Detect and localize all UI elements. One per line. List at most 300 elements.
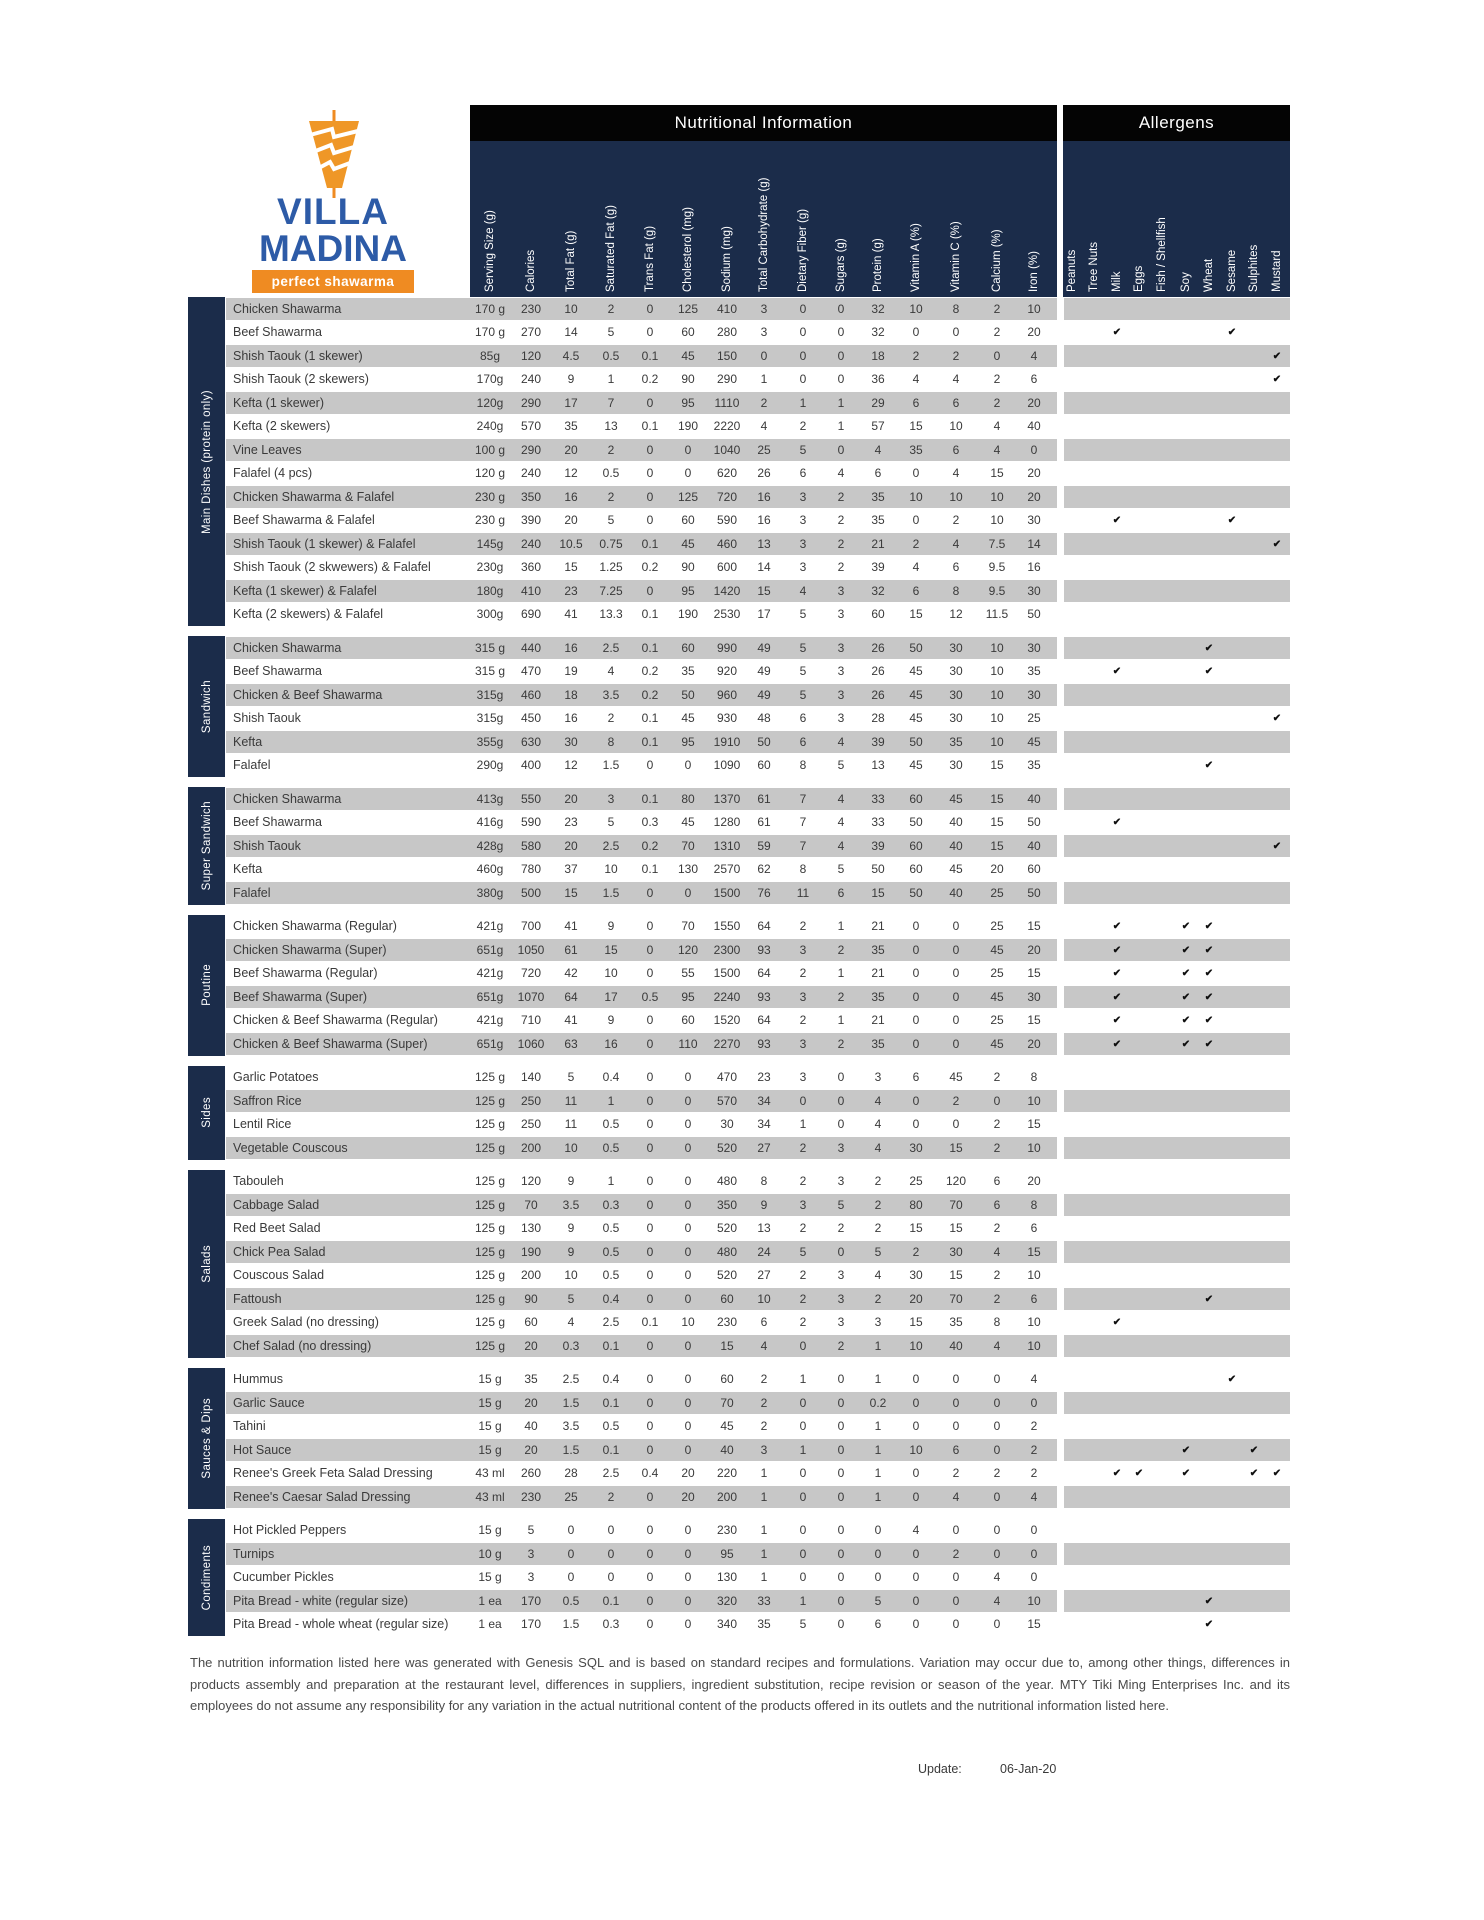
nutrition-value: 6 bbox=[799, 734, 807, 749]
nutrition-value: 29 bbox=[871, 395, 885, 410]
nutrition-value: 10 bbox=[1027, 301, 1041, 316]
nutrition-value: 690 bbox=[520, 607, 542, 622]
nutrition-value: 0 bbox=[993, 1546, 1001, 1561]
nutrition-value: 50 bbox=[1027, 885, 1041, 900]
nutrition-value: 651g bbox=[476, 989, 504, 1004]
table-row bbox=[0, 1368, 1484, 1392]
nutrition-value: 50 bbox=[681, 687, 695, 702]
nutrition-value: 32 bbox=[871, 325, 885, 340]
nutrition-value: 5 bbox=[837, 758, 845, 773]
checkmark-icon: ✔ bbox=[1181, 1038, 1191, 1050]
nutrition-value: 25 bbox=[909, 1174, 923, 1189]
nutrition-value: 1 bbox=[760, 372, 768, 387]
nutrition-value: 0 bbox=[799, 348, 807, 363]
nutrition-value: 10.5 bbox=[559, 536, 583, 551]
nutrition-value: 230 g bbox=[474, 489, 506, 504]
nutrition-value: 125 g bbox=[474, 1117, 506, 1132]
nutrition-value: 350 bbox=[716, 1197, 738, 1212]
nutrition-value: 16 bbox=[564, 711, 578, 726]
nutrition-value: 15 bbox=[757, 583, 771, 598]
row-label: Falafel (4 pcs) bbox=[233, 466, 313, 481]
nutrition-value: 5 bbox=[874, 1593, 882, 1608]
nutrition-value: 60 bbox=[871, 607, 885, 622]
table-row bbox=[0, 754, 1484, 778]
nutrition-value: 4 bbox=[993, 1244, 1001, 1259]
nutrition-value: 320 bbox=[716, 1593, 738, 1608]
nutrition-value: 0 bbox=[837, 1489, 845, 1504]
nutrition-value: 0 bbox=[684, 466, 692, 481]
nutrition-value: 48 bbox=[757, 711, 771, 726]
column-header-protein-g: Protein (g) bbox=[872, 238, 884, 292]
nutrition-value: 1520 bbox=[713, 1013, 741, 1028]
nutrition-value: 4 bbox=[912, 372, 920, 387]
nutrition-value: 240 bbox=[520, 372, 542, 387]
nutrition-value: 10 bbox=[990, 734, 1004, 749]
row-label: Kefta (2 skewers) & Falafel bbox=[233, 607, 384, 622]
nutrition-value: 180g bbox=[476, 583, 504, 598]
nutrition-value: 8 bbox=[607, 734, 615, 749]
nutrition-value: 45 bbox=[990, 1036, 1004, 1051]
nutrition-value: 240 bbox=[520, 466, 542, 481]
table-row bbox=[0, 1193, 1484, 1217]
row-stripe bbox=[1064, 604, 1290, 626]
nutrition-value: 8 bbox=[993, 1315, 1001, 1330]
nutrition-value: 145g bbox=[476, 536, 504, 551]
nutrition-value: 18 bbox=[871, 348, 885, 363]
nutrition-value: 35 bbox=[871, 513, 885, 528]
nutrition-value: 340 bbox=[716, 1617, 738, 1632]
nutrition-value: 0.3 bbox=[602, 1197, 620, 1212]
nutrition-value: 15 bbox=[949, 1221, 963, 1236]
nutrition-value: 0.2 bbox=[641, 838, 659, 853]
checkmark-icon: ✔ bbox=[1181, 968, 1191, 980]
nutrition-value: 1 bbox=[760, 1546, 768, 1561]
nutrition-value: 0 bbox=[646, 758, 654, 773]
nutrition-value: 0.5 bbox=[602, 1140, 620, 1155]
nutrition-value: 3 bbox=[799, 560, 807, 575]
nutrition-value: 0 bbox=[799, 1419, 807, 1434]
row-label: Chicken Shawarma bbox=[233, 301, 342, 316]
nutrition-value: 125 bbox=[677, 301, 699, 316]
row-stripe bbox=[1064, 661, 1290, 683]
nutrition-value: 0 bbox=[646, 583, 654, 598]
nutrition-value: 200 bbox=[716, 1489, 738, 1504]
nutrition-value: 28 bbox=[871, 711, 885, 726]
nutrition-value: 10 bbox=[909, 301, 923, 316]
disclaimer-text: The nutrition information listed here was generated with Genesis SQL and is based on standard recipes and formulations. Variation may occur due to, among other things, differences in products assembly and preparation at the restaurant level, differences in suppliers, ingredient substitution, recipe revision or season of the year. MTY Tiki Ming Enterprises Inc. and its employees do not assume any responsibility for any variation in the actual nutritional content of the products offered in its outlets and the nutritional information listed here. bbox=[190, 1655, 1290, 1713]
nutrition-value: 40 bbox=[949, 815, 963, 830]
nutrition-value: 21 bbox=[871, 919, 885, 934]
nutrition-value: 0 bbox=[799, 1570, 807, 1585]
nutrition-value: 2 bbox=[607, 489, 615, 504]
nutrition-value: 16 bbox=[757, 513, 771, 528]
nutrition-value: 3 bbox=[527, 1546, 535, 1561]
nutrition-value: 2530 bbox=[713, 607, 741, 622]
nutrition-value: 3 bbox=[760, 325, 768, 340]
nutrition-value: 0 bbox=[837, 1419, 845, 1434]
update-value: 06-Jan-20 bbox=[1000, 1762, 1057, 1776]
nutrition-value: 15 bbox=[909, 419, 923, 434]
table-row bbox=[0, 391, 1484, 415]
table-row bbox=[0, 730, 1484, 754]
nutrition-value: 230 g bbox=[474, 513, 506, 528]
nutrition-value: 11 bbox=[796, 885, 810, 900]
nutrition-value: 6 bbox=[952, 395, 960, 410]
nutrition-value: 3 bbox=[760, 1442, 768, 1457]
nutrition-value: 0.1 bbox=[602, 1338, 620, 1353]
row-label: Hummus bbox=[233, 1372, 284, 1387]
table-row bbox=[0, 509, 1484, 533]
nutrition-value: 2 bbox=[760, 1419, 768, 1434]
nutrition-value: 1550 bbox=[713, 919, 741, 934]
row-label: Tabouleh bbox=[233, 1174, 284, 1189]
nutrition-value: 5 bbox=[874, 1244, 882, 1259]
table-row bbox=[0, 1066, 1484, 1090]
row-label: Lentil Rice bbox=[233, 1117, 292, 1132]
nutrition-value: 0.3 bbox=[562, 1338, 580, 1353]
table-row bbox=[0, 1264, 1484, 1288]
nutrition-value: 190 bbox=[520, 1244, 542, 1259]
nutrition-value: 270 bbox=[520, 325, 542, 340]
nutrition-value: 60 bbox=[681, 1013, 695, 1028]
row-label: Kefta (2 skewers) bbox=[233, 419, 331, 434]
nutrition-value: 0 bbox=[684, 1117, 692, 1132]
row-label: Falafel bbox=[233, 758, 271, 773]
nutrition-value: 45 bbox=[909, 664, 923, 679]
table-row bbox=[0, 438, 1484, 462]
nutrition-value: 35 bbox=[949, 734, 963, 749]
nutrition-value: 10 bbox=[949, 419, 963, 434]
nutrition-value: 20 bbox=[524, 1442, 538, 1457]
allergen-header-tree-nuts: Tree Nuts bbox=[1088, 241, 1100, 292]
nutrition-value: 6 bbox=[760, 1315, 768, 1330]
nutrition-value: 0.3 bbox=[602, 1617, 620, 1632]
nutrition-value: 4 bbox=[912, 560, 920, 575]
nutrition-value: 0 bbox=[567, 1523, 575, 1538]
nutrition-value: 15 bbox=[1027, 1244, 1041, 1259]
nutrition-value: 20 bbox=[524, 1395, 538, 1410]
nutrition-value: 2 bbox=[837, 560, 845, 575]
nutrition-value: 15 bbox=[990, 815, 1004, 830]
nutrition-value: 20 bbox=[564, 838, 578, 853]
nutrition-value: 43 ml bbox=[475, 1489, 505, 1504]
nutrition-value: 35 bbox=[871, 942, 885, 957]
nutrition-value: 125 g bbox=[474, 1174, 506, 1189]
nutrition-value: 8 bbox=[760, 1174, 768, 1189]
nutrition-value: 55 bbox=[681, 966, 695, 981]
row-stripe bbox=[1064, 533, 1290, 555]
nutrition-value: 17 bbox=[604, 989, 618, 1004]
nutrition-value: 1090 bbox=[713, 758, 741, 773]
nutrition-value: 0.5 bbox=[602, 1117, 620, 1132]
checkmark-icon: ✔ bbox=[1204, 666, 1214, 678]
nutrition-value: 6 bbox=[799, 711, 807, 726]
nutrition-value: 15 bbox=[604, 942, 618, 957]
nutrition-value: 40 bbox=[949, 838, 963, 853]
table-row bbox=[0, 603, 1484, 627]
nutrition-value: 25 bbox=[990, 1013, 1004, 1028]
table-row bbox=[0, 1415, 1484, 1439]
nutrition-value: 30 bbox=[1027, 583, 1041, 598]
row-stripe bbox=[1064, 1614, 1290, 1636]
nutrition-value: 43 ml bbox=[475, 1466, 505, 1481]
nutrition-value: 3 bbox=[837, 687, 845, 702]
nutrition-value: 60 bbox=[681, 640, 695, 655]
nutrition-value: 3 bbox=[837, 607, 845, 622]
nutrition-value: 45 bbox=[990, 942, 1004, 957]
nutrition-value: 0 bbox=[837, 1372, 845, 1387]
nutrition-value: 20 bbox=[909, 1291, 923, 1306]
row-label: Beef Shawarma (Regular) bbox=[233, 966, 378, 981]
nutrition-value: 5 bbox=[837, 862, 845, 877]
nutrition-value: 15 bbox=[871, 885, 885, 900]
nutrition-value: 2 bbox=[993, 372, 1001, 387]
row-stripe bbox=[1064, 1335, 1290, 1357]
nutrition-value: 6 bbox=[1030, 1221, 1038, 1236]
nutrition-value: 130 bbox=[677, 862, 699, 877]
nutrition-value: 0 bbox=[607, 1570, 615, 1585]
table-row bbox=[0, 1136, 1484, 1160]
table-row bbox=[0, 321, 1484, 345]
nutrition-value: 15 bbox=[949, 1268, 963, 1283]
nutrition-value: 10 bbox=[564, 1268, 578, 1283]
nutrition-value: 0 bbox=[912, 1395, 920, 1410]
row-stripe bbox=[1064, 1312, 1290, 1334]
checkmark-icon: ✔ bbox=[1204, 760, 1214, 772]
nutrition-value: 76 bbox=[757, 885, 771, 900]
nutrition-value: 2 bbox=[874, 1291, 882, 1306]
nutrition-value: 470 bbox=[716, 1070, 738, 1085]
nutrition-value: 93 bbox=[757, 989, 771, 1004]
nutrition-value: 0 bbox=[684, 758, 692, 773]
row-stripe bbox=[1064, 1288, 1290, 1310]
nutrition-value: 125 g bbox=[474, 1093, 506, 1108]
column-header-vitamin-a: Vitamin A (%) bbox=[910, 223, 922, 292]
nutrition-value: 290 bbox=[520, 395, 542, 410]
nutrition-value: 2 bbox=[799, 1268, 807, 1283]
nutrition-value: 7.5 bbox=[988, 536, 1006, 551]
nutrition-value: 0 bbox=[952, 1593, 960, 1608]
nutrition-value: 30 bbox=[909, 1268, 923, 1283]
nutrition-value: 41 bbox=[564, 1013, 578, 1028]
nutrition-value: 50 bbox=[1027, 607, 1041, 622]
nutrition-value: 10 bbox=[1027, 1140, 1041, 1155]
table-row bbox=[0, 787, 1484, 811]
nutrition-value: 16 bbox=[757, 489, 771, 504]
nutrition-value: 0 bbox=[684, 1140, 692, 1155]
nutrition-value: 0 bbox=[646, 1140, 654, 1155]
checkmark-icon: ✔ bbox=[1181, 921, 1191, 933]
nutrition-value: 2300 bbox=[713, 942, 741, 957]
checkmark-icon: ✔ bbox=[1204, 1595, 1214, 1607]
nutrition-value: 2 bbox=[993, 1070, 1001, 1085]
nutrition-value: 0 bbox=[837, 1617, 845, 1632]
nutrition-value: 4 bbox=[1030, 1372, 1038, 1387]
checkmark-icon: ✔ bbox=[1204, 1015, 1214, 1027]
allergen-header-peanuts: Peanuts bbox=[1066, 249, 1078, 292]
nutrition-value: 8 bbox=[1030, 1197, 1038, 1212]
checkmark-icon: ✔ bbox=[1181, 1468, 1191, 1480]
nutrition-value: 15 g bbox=[478, 1395, 502, 1410]
row-label: Beef Shawarma & Falafel bbox=[233, 513, 375, 528]
nutrition-value: 0.1 bbox=[641, 862, 659, 877]
checkmark-icon: ✔ bbox=[1227, 327, 1237, 339]
nutrition-value: 4 bbox=[952, 536, 960, 551]
nutrition-value: 0 bbox=[837, 1395, 845, 1410]
nutrition-value: 500 bbox=[520, 885, 542, 900]
nutrition-value: 20 bbox=[1027, 325, 1041, 340]
table-row bbox=[0, 462, 1484, 486]
nutrition-value: 0 bbox=[646, 1291, 654, 1306]
nutrition-value: 60 bbox=[757, 758, 771, 773]
nutrition-value: 1.5 bbox=[562, 1395, 580, 1410]
nutrition-value: 0 bbox=[952, 1036, 960, 1051]
checkmark-icon: ✔ bbox=[1272, 1468, 1282, 1480]
nutrition-value: 0 bbox=[646, 1593, 654, 1608]
nutrition-value: 2 bbox=[837, 489, 845, 504]
nutrition-value: 25 bbox=[1027, 711, 1041, 726]
nutrition-value: 18 bbox=[564, 687, 578, 702]
nutrition-value: 0 bbox=[993, 1395, 1001, 1410]
nutrition-value: 61 bbox=[757, 791, 771, 806]
nutrition-value: 15 bbox=[990, 838, 1004, 853]
nutrition-value: 93 bbox=[757, 942, 771, 957]
nutrition-value: 32 bbox=[871, 583, 885, 598]
nutrition-value: 4 bbox=[874, 1268, 882, 1283]
nutrition-value: 0.1 bbox=[641, 711, 659, 726]
nutrition-value: 2 bbox=[607, 442, 615, 457]
nutrition-value: 20 bbox=[681, 1489, 695, 1504]
checkmark-icon: ✔ bbox=[1204, 968, 1214, 980]
nutrition-value: 33 bbox=[757, 1593, 771, 1608]
row-label: Pita Bread - whole wheat (regular size) bbox=[233, 1617, 449, 1632]
nutrition-value: 35 bbox=[1027, 758, 1041, 773]
checkmark-icon: ✔ bbox=[1181, 944, 1191, 956]
nutrition-value: 45 bbox=[1027, 734, 1041, 749]
nutrition-value: 1 bbox=[607, 1093, 615, 1108]
nutrition-value: 35 bbox=[909, 442, 923, 457]
nutrition-value: 70 bbox=[720, 1395, 734, 1410]
nutrition-value: 30 bbox=[949, 640, 963, 655]
row-stripe bbox=[1064, 580, 1290, 602]
nutrition-value: 0.2 bbox=[641, 560, 659, 575]
nutrition-value: 0 bbox=[684, 1442, 692, 1457]
nutrition-value: 50 bbox=[909, 640, 923, 655]
table-row bbox=[0, 1566, 1484, 1590]
nutrition-value: 0 bbox=[952, 1570, 960, 1585]
nutrition-value: 0 bbox=[799, 1489, 807, 1504]
nutrition-value: 6 bbox=[874, 466, 882, 481]
section-label: Poutine bbox=[200, 964, 213, 1006]
checkmark-icon: ✔ bbox=[1204, 921, 1214, 933]
checkmark-icon: ✔ bbox=[1204, 944, 1214, 956]
nutrition-value: 240 bbox=[520, 536, 542, 551]
nutrition-value: 0 bbox=[684, 1338, 692, 1353]
nutrition-value: 0 bbox=[567, 1546, 575, 1561]
nutrition-value: 0 bbox=[837, 372, 845, 387]
nutrition-value: 15 bbox=[1027, 1617, 1041, 1632]
nutrition-value: 140 bbox=[520, 1070, 542, 1085]
nutrition-value: 95 bbox=[681, 989, 695, 1004]
nutrition-value: 10 bbox=[909, 1338, 923, 1353]
nutrition-value: 2 bbox=[952, 348, 960, 363]
column-header-calcium: Calcium (%) bbox=[991, 229, 1003, 292]
nutrition-value: 120 bbox=[677, 942, 699, 957]
nutrition-value: 1040 bbox=[713, 442, 741, 457]
nutrition-value: 6 bbox=[912, 395, 920, 410]
nutrition-value: 1 bbox=[874, 1338, 882, 1353]
nutrition-value: 0 bbox=[837, 1093, 845, 1108]
nutrition-value: 1 bbox=[799, 1117, 807, 1132]
nutrition-value: 1 bbox=[760, 1523, 768, 1538]
nutrition-value: 421g bbox=[476, 966, 504, 981]
nutrition-value: 1 bbox=[874, 1372, 882, 1387]
nutrition-value: 0 bbox=[912, 513, 920, 528]
nutrition-value: 920 bbox=[716, 664, 738, 679]
nutrition-value: 570 bbox=[520, 419, 542, 434]
nutrition-value: 9 bbox=[760, 1197, 768, 1212]
nutrition-value: 59 bbox=[757, 838, 771, 853]
nutrition-value: 0.5 bbox=[562, 1593, 580, 1608]
nutrition-value: 0 bbox=[912, 1419, 920, 1434]
table-row bbox=[0, 1589, 1484, 1613]
row-stripe bbox=[1064, 557, 1290, 579]
nutrition-value: 0 bbox=[837, 1523, 845, 1538]
row-stripe bbox=[1064, 812, 1290, 834]
nutrition-value: 2 bbox=[607, 711, 615, 726]
nutrition-value: 0 bbox=[684, 1395, 692, 1410]
nutrition-value: 2 bbox=[993, 1221, 1001, 1236]
nutrition-value: 10 bbox=[990, 664, 1004, 679]
nutrition-value: 64 bbox=[757, 919, 771, 934]
table-row bbox=[0, 962, 1484, 986]
nutrition-value: 0 bbox=[799, 325, 807, 340]
nutrition-value: 35 bbox=[524, 1372, 538, 1387]
nutrition-value: 1310 bbox=[713, 838, 741, 853]
nutrition-value: 45 bbox=[681, 536, 695, 551]
nutrition-value: 130 bbox=[716, 1570, 738, 1585]
nutrition-value: 8 bbox=[952, 583, 960, 598]
allergen-header-eggs: Eggs bbox=[1133, 265, 1145, 292]
nutrition-value: 1 bbox=[799, 1593, 807, 1608]
allergen-header-soy: Soy bbox=[1180, 272, 1192, 292]
nutrition-value: 720 bbox=[716, 489, 738, 504]
nutrition-value: 1910 bbox=[713, 734, 741, 749]
nutrition-value: 0 bbox=[684, 442, 692, 457]
nutrition-value: 0 bbox=[952, 989, 960, 1004]
nutrition-value: 1 ea bbox=[478, 1617, 502, 1632]
nutrition-value: 2 bbox=[760, 1395, 768, 1410]
nutrition-value: 125 g bbox=[474, 1268, 506, 1283]
nutrition-value: 0.1 bbox=[641, 536, 659, 551]
table-row bbox=[0, 1311, 1484, 1335]
nutrition-value: 0 bbox=[646, 1013, 654, 1028]
table-row bbox=[0, 1089, 1484, 1113]
nutrition-value: 0 bbox=[607, 1546, 615, 1561]
nutrition-value: 6 bbox=[874, 1617, 882, 1632]
nutrition-value: 0 bbox=[837, 301, 845, 316]
nutrition-value: 13.3 bbox=[599, 607, 623, 622]
nutrition-value: 125 bbox=[677, 489, 699, 504]
nutrition-value: 6 bbox=[1030, 372, 1038, 387]
table-row bbox=[0, 485, 1484, 509]
nutrition-value: 0 bbox=[912, 325, 920, 340]
nutrition-value: 70 bbox=[681, 838, 695, 853]
nutrition-value: 0 bbox=[646, 942, 654, 957]
nutrition-value: 0 bbox=[646, 513, 654, 528]
table-row bbox=[0, 344, 1484, 368]
nutrition-value: 15 bbox=[564, 885, 578, 900]
